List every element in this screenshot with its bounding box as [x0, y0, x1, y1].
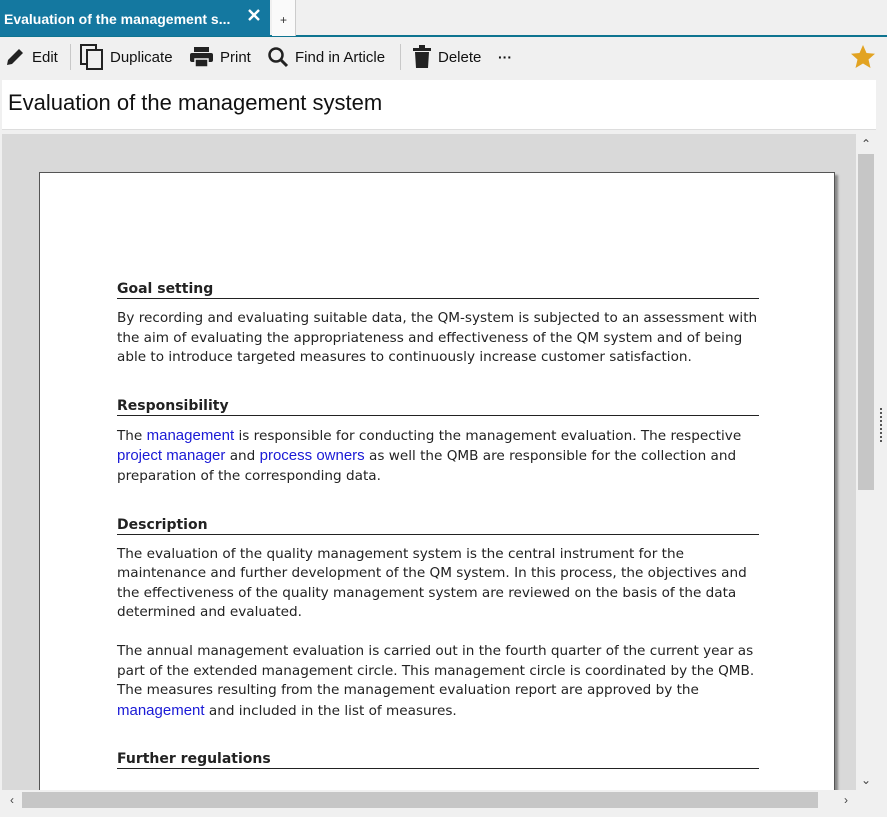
- document-viewport[interactable]: [2, 134, 876, 810]
- scroll-down-icon[interactable]: ⌄: [860, 773, 872, 787]
- delete-label: Delete: [438, 48, 482, 66]
- print-label: Print: [220, 48, 251, 66]
- section-heading: Further regulations: [117, 751, 759, 769]
- trash-icon: [412, 45, 432, 69]
- scroll-left-icon[interactable]: ‹: [10, 793, 14, 807]
- document-page: [39, 172, 835, 810]
- section-paragraph: The evaluation of the quality management system is the central instrument for the maintenance and further development of the QM system. In this process, the objectives and the effectiveness of the quality management system are reviewed on the basis of the data determined and evaluated.: [117, 545, 747, 621]
- section-heading: Goal setting: [117, 281, 759, 299]
- text-run: as well the QMB are responsible for the collection and preparation of the corresponding data.: [117, 448, 737, 484]
- scroll-right-icon[interactable]: ›: [844, 793, 848, 807]
- link-management[interactable]: management: [117, 701, 205, 719]
- text-run: and included in the list of measures.: [204, 702, 457, 719]
- delete-button[interactable]: [412, 38, 481, 76]
- tab-article[interactable]: [0, 0, 270, 36]
- horizontal-scroll-thumb[interactable]: [22, 792, 818, 808]
- link-process-owners[interactable]: process owners: [259, 447, 365, 465]
- more-options-button[interactable]: ···: [498, 49, 512, 65]
- duplicate-label: Duplicate: [110, 48, 173, 66]
- pencil-icon: [4, 46, 26, 68]
- page-title: Evaluation of the management system: [8, 90, 383, 115]
- vertical-scrollbar[interactable]: [856, 134, 876, 790]
- tab-bar: [0, 0, 887, 37]
- section-responsibility: [117, 398, 759, 487]
- scroll-up-icon[interactable]: ⌃: [860, 137, 872, 151]
- edit-label: Edit: [32, 48, 58, 66]
- section-paragraph: [117, 642, 759, 721]
- tab-label: Evaluation of the management s...: [4, 11, 231, 27]
- vertical-scroll-thumb[interactable]: [858, 154, 874, 490]
- toolbar-divider: [70, 44, 71, 70]
- text-run: The: [117, 427, 147, 444]
- link-management[interactable]: management: [146, 426, 235, 444]
- duplicate-icon: [80, 44, 104, 70]
- print-button[interactable]: [189, 38, 251, 76]
- favorite-star-icon[interactable]: [850, 44, 876, 70]
- scrollbar-corner: [856, 790, 876, 810]
- link-project-manager[interactable]: project manager: [117, 447, 226, 465]
- section-further-regulations: [117, 751, 759, 769]
- edit-button[interactable]: [4, 38, 58, 76]
- resize-grip[interactable]: [880, 408, 884, 442]
- find-label: Find in Article: [295, 48, 386, 66]
- document-body: [117, 281, 759, 799]
- section-heading: Description: [117, 517, 759, 535]
- section-paragraph: [117, 426, 759, 487]
- section-goal-setting: [117, 281, 759, 368]
- text-run: is responsible for conducting the management evaluation. The respective: [234, 427, 742, 444]
- horizontal-scrollbar[interactable]: [2, 790, 856, 810]
- new-tab-button[interactable]: +: [272, 0, 296, 36]
- search-icon: [267, 46, 289, 68]
- section-heading: Responsibility: [117, 398, 759, 416]
- text-run: The annual management evaluation is carried out in the fourth quarter of the current year as part of the extended management circle. This management circle is coordinated by the QMB. The measures resulting from the management evaluation report are approved by the: [117, 642, 755, 699]
- close-icon[interactable]: [244, 5, 264, 25]
- text-run: and: [225, 448, 260, 465]
- printer-icon: [189, 46, 214, 68]
- section-paragraph: By recording and evaluating suitable data, the QM-system is subjected to an assessment with the aim of evaluating the appropriateness and effectiveness of the QM system and of being able to introduce targeted measures to continuously increase customer satisfaction.: [117, 310, 758, 366]
- find-in-article-button[interactable]: [267, 38, 385, 76]
- duplicate-button[interactable]: [80, 38, 173, 76]
- article-title-bar: [2, 80, 876, 130]
- toolbar: [0, 38, 887, 76]
- toolbar-divider: [400, 44, 401, 70]
- section-description: [117, 517, 759, 722]
